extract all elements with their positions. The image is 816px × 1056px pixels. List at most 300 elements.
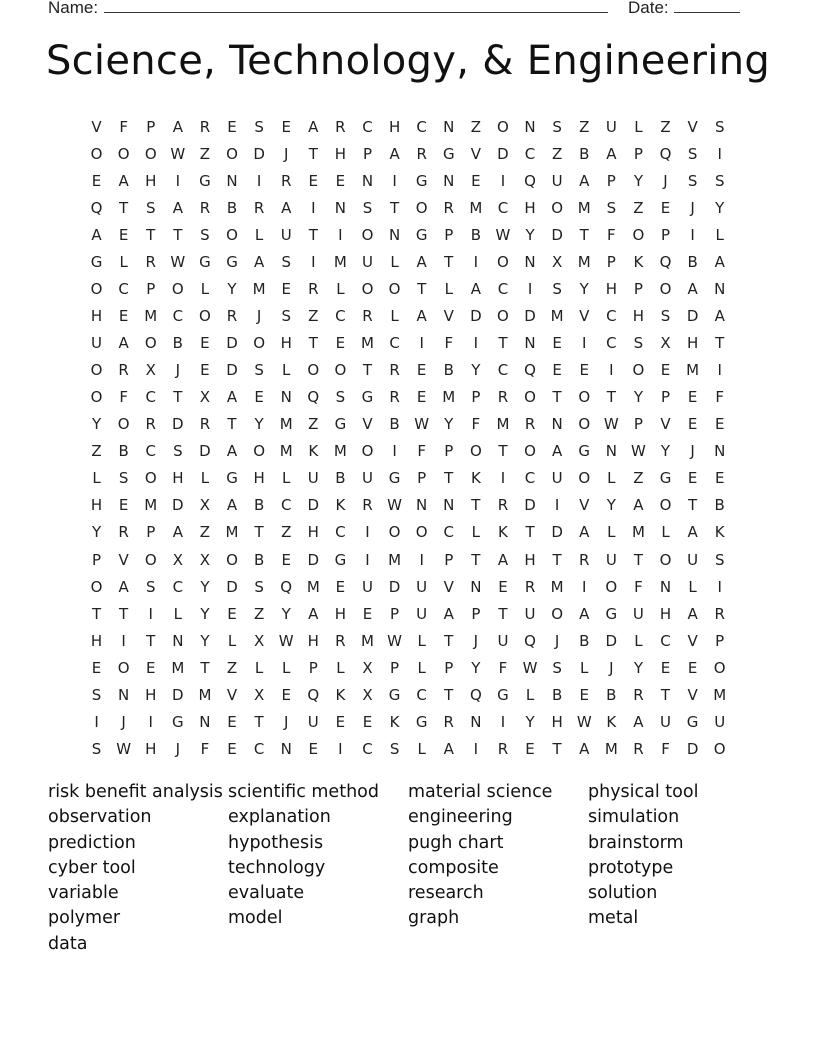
grid-letter[interactable]: U [91,334,103,353]
grid-letter[interactable]: M [198,685,212,704]
grid-letter[interactable]: E [200,334,210,353]
grid-letter[interactable]: R [443,198,454,217]
grid-letter[interactable]: R [118,361,129,380]
grid-letter[interactable]: C [497,198,509,217]
grid-letter[interactable]: A [416,306,427,325]
grid-letter[interactable]: R [497,388,509,407]
grid-letter[interactable]: F [444,334,454,353]
grid-letter[interactable]: A [579,171,590,190]
grid-letter[interactable]: D [226,577,238,596]
grid-letter[interactable]: E [362,712,373,731]
grid-letter[interactable]: T [498,442,508,461]
grid-letter[interactable]: O [497,117,509,136]
grid-letter[interactable]: R [145,252,156,271]
grid-letter[interactable]: W [522,658,538,677]
grid-letter[interactable]: N [388,225,401,244]
grid-letter[interactable]: R [416,144,427,163]
grid-letter[interactable]: L [607,523,616,542]
grid-letter[interactable]: G [334,550,347,569]
grid-letter[interactable]: T [498,334,508,353]
grid-letter[interactable]: T [552,388,562,407]
grid-letter[interactable]: N [524,252,536,271]
grid-letter[interactable]: Q [524,361,536,380]
grid-letter[interactable]: J [473,631,479,650]
grid-letter[interactable]: C [118,279,129,298]
grid-letter[interactable]: E [227,117,237,136]
grid-letter[interactable]: H [172,469,184,488]
grid-letter[interactable]: U [361,469,373,488]
grid-letter[interactable]: V [579,496,590,515]
grid-letter[interactable]: B [118,442,129,461]
grid-letter[interactable]: I [311,252,316,271]
grid-letter[interactable]: W [278,631,294,650]
grid-letter[interactable]: S [173,442,183,461]
grid-letter[interactable]: D [551,523,563,542]
grid-letter[interactable]: L [471,523,481,542]
grid-letter[interactable]: N [361,171,374,190]
grid-letter[interactable]: Q [659,144,672,163]
grid-letter[interactable]: H [524,550,536,569]
grid-letter[interactable]: H [686,334,699,353]
grid-letter[interactable]: B [470,225,481,244]
grid-letter[interactable]: M [469,198,483,217]
grid-letter[interactable]: G [578,442,591,461]
grid-letter[interactable]: S [91,685,102,704]
grid-letter[interactable]: S [118,469,129,488]
grid-letter[interactable]: I [311,198,316,217]
grid-letter[interactable]: E [145,658,156,677]
grid-letter[interactable]: G [415,712,428,731]
grid-letter[interactable]: O [90,577,103,596]
grid-letter[interactable]: K [633,252,644,271]
grid-letter[interactable]: O [226,550,238,569]
grid-letter[interactable]: X [199,496,211,515]
grid-letter[interactable]: L [417,739,426,758]
grid-letter[interactable]: O [659,496,672,515]
grid-letter[interactable]: G [497,685,509,704]
grid-letter[interactable]: M [496,415,510,434]
grid-letter[interactable]: D [226,334,238,353]
grid-letter[interactable]: O [90,388,103,407]
grid-letter[interactable]: O [524,388,536,407]
grid-letter[interactable]: M [252,279,266,298]
grid-letter[interactable]: O [659,279,672,298]
grid-letter[interactable]: Z [552,144,563,163]
grid-letter[interactable]: R [226,306,238,325]
grid-letter[interactable]: N [605,442,617,461]
grid-letter[interactable]: O [90,279,103,298]
grid-letter[interactable]: G [361,388,374,407]
grid-letter[interactable]: C [362,739,373,758]
grid-letter[interactable]: L [580,658,589,677]
grid-letter[interactable]: A [253,252,265,271]
grid-letter[interactable]: H [145,171,157,190]
grid-letter[interactable]: Y [606,496,616,515]
grid-letter[interactable]: M [279,415,293,434]
grid-letter[interactable]: M [577,252,591,271]
grid-letter[interactable]: A [118,334,129,353]
grid-letter[interactable]: T [444,685,454,704]
grid-letter[interactable]: G [90,252,103,271]
grid-letter[interactable]: H [334,144,347,163]
grid-letter[interactable]: L [390,252,399,271]
grid-letter[interactable]: O [524,442,536,461]
grid-letter[interactable]: M [442,388,456,407]
grid-letter[interactable]: E [281,117,291,136]
grid-letter[interactable]: U [551,171,563,190]
grid-letter[interactable]: E [660,361,671,380]
grid-letter[interactable]: O [90,144,103,163]
grid-letter[interactable]: N [470,712,482,731]
grid-letter[interactable]: N [659,577,672,596]
grid-letter[interactable]: W [116,739,132,758]
grid-letter[interactable]: I [419,334,424,353]
grid-letter[interactable]: G [334,415,347,434]
grid-letter[interactable]: R [443,712,454,731]
grid-letter[interactable]: C [606,334,617,353]
grid-letter[interactable]: P [444,442,454,461]
grid-letter[interactable]: O [605,577,618,596]
grid-letter[interactable]: A [226,388,238,407]
grid-letter[interactable]: T [308,334,318,353]
grid-letter[interactable]: A [687,523,698,542]
grid-letter[interactable]: K [606,712,617,731]
grid-letter[interactable]: J [690,198,695,217]
grid-letter[interactable]: E [281,550,291,569]
grid-letter[interactable]: E [416,361,427,380]
grid-letter[interactable]: L [634,631,643,650]
grid-letter[interactable]: W [495,225,511,244]
grid-letter[interactable]: R [253,198,265,217]
grid-letter[interactable]: E [308,171,319,190]
grid-letter[interactable]: O [469,442,482,461]
grid-letter[interactable]: O [551,198,564,217]
grid-letter[interactable]: N [416,496,428,515]
grid-letter[interactable]: E [281,685,291,704]
grid-letter[interactable]: G [659,469,672,488]
grid-letter[interactable]: N [280,388,292,407]
grid-letter[interactable]: A [172,198,183,217]
grid-letter[interactable]: Z [253,604,265,623]
grid-letter[interactable]: E [362,604,373,623]
grid-letter[interactable]: R [579,550,590,569]
grid-letter[interactable]: I [690,225,695,244]
grid-letter[interactable]: E [118,496,129,515]
grid-letter[interactable]: K [389,712,400,731]
grid-letter[interactable]: W [603,415,619,434]
grid-letter[interactable]: T [606,388,616,407]
grid-letter[interactable]: H [145,685,157,704]
grid-letter[interactable]: V [660,415,671,434]
grid-letter[interactable]: I [338,225,343,244]
grid-letter[interactable]: B [606,685,617,704]
grid-letter[interactable]: I [582,577,587,596]
grid-letter[interactable]: C [606,306,617,325]
grid-letter[interactable]: L [607,469,616,488]
grid-letter[interactable]: A [118,577,129,596]
grid-letter[interactable]: C [389,334,400,353]
grid-letter[interactable]: J [283,144,289,163]
grid-letter[interactable]: G [199,171,211,190]
grid-letter[interactable]: D [524,496,536,515]
grid-letter[interactable]: I [500,712,506,731]
grid-letter[interactable]: D [172,415,184,434]
grid-letter[interactable]: A [633,496,644,515]
grid-letter[interactable]: L [200,279,210,298]
grid-letter[interactable]: U [416,577,428,596]
grid-letter[interactable]: Y [660,442,671,461]
grid-letter[interactable]: C [335,523,346,542]
grid-letter[interactable]: E [687,388,698,407]
grid-letter[interactable]: O [117,144,130,163]
grid-letter[interactable]: D [307,550,320,569]
grid-letter[interactable]: M [713,685,727,704]
grid-letter[interactable]: Q [90,198,103,217]
grid-letter[interactable]: S [254,117,264,136]
grid-letter[interactable]: P [390,604,400,623]
grid-letter[interactable]: Y [633,171,643,190]
grid-letter[interactable]: Y [579,279,589,298]
grid-letter[interactable]: H [280,334,292,353]
grid-letter[interactable]: Y [200,577,210,596]
grid-letter[interactable]: P [633,144,643,163]
grid-letter[interactable]: A [416,252,427,271]
grid-letter[interactable]: A [552,442,563,461]
grid-letter[interactable]: C [362,117,373,136]
grid-letter[interactable]: P [146,523,156,542]
grid-letter[interactable]: Y [281,604,291,623]
grid-letter[interactable]: U [632,604,644,623]
grid-letter[interactable]: L [444,279,453,298]
grid-letter[interactable]: T [254,712,264,731]
grid-letter[interactable]: E [308,739,319,758]
grid-letter[interactable]: U [307,469,319,488]
grid-letter[interactable]: S [281,252,291,271]
grid-letter[interactable]: K [714,523,725,542]
grid-letter[interactable]: W [170,252,186,271]
grid-letter[interactable]: M [550,306,564,325]
grid-letter[interactable]: S [552,279,562,298]
grid-letter[interactable]: O [144,550,157,569]
grid-letter[interactable]: X [172,550,183,569]
grid-letter[interactable]: Q [307,685,320,704]
grid-letter[interactable]: A [281,198,292,217]
grid-letter[interactable]: Y [200,604,210,623]
grid-letter[interactable]: D [199,442,211,461]
grid-letter[interactable]: R [199,415,211,434]
grid-letter[interactable]: L [336,279,345,298]
grid-letter[interactable]: N [443,496,455,515]
grid-letter[interactable]: B [253,496,265,515]
grid-letter[interactable]: W [387,631,402,650]
grid-letter[interactable]: Z [308,306,319,325]
grid-letter[interactable]: L [254,658,264,677]
grid-letter[interactable]: A [714,252,725,271]
grid-letter[interactable]: D [686,306,699,325]
grid-letter[interactable]: Z [226,658,238,677]
grid-letter[interactable]: V [687,685,698,704]
grid-letter[interactable]: P [715,631,725,650]
grid-letter[interactable]: U [605,117,617,136]
grid-letter[interactable]: R [199,198,211,217]
grid-letter[interactable]: Y [91,415,102,434]
grid-letter[interactable]: M [686,361,700,380]
grid-letter[interactable]: O [144,144,157,163]
grid-letter[interactable]: Z [91,442,102,461]
grid-letter[interactable]: R [389,361,400,380]
grid-letter[interactable]: F [471,415,481,434]
grid-letter[interactable]: R [633,739,644,758]
grid-letter[interactable]: H [307,631,319,650]
grid-letter[interactable]: O [361,225,374,244]
grid-letter[interactable]: C [660,631,671,650]
grid-letter[interactable]: S [660,306,671,325]
grid-letter[interactable]: D [524,306,536,325]
grid-letter[interactable]: T [417,279,427,298]
grid-letter[interactable]: L [390,306,399,325]
grid-letter[interactable]: E [281,279,291,298]
grid-letter[interactable]: N [226,171,238,190]
grid-letter[interactable]: P [471,604,481,623]
grid-letter[interactable]: L [282,361,291,380]
grid-letter[interactable]: A [633,712,644,731]
grid-letter[interactable]: T [498,604,508,623]
grid-letter[interactable]: R [280,171,292,190]
grid-letter[interactable]: O [361,279,374,298]
grid-letter[interactable]: N [714,279,726,298]
grid-letter[interactable]: M [306,577,320,596]
grid-letter[interactable]: J [690,442,695,461]
grid-letter[interactable]: B [579,631,590,650]
grid-letter[interactable]: L [254,225,264,244]
grid-letter[interactable]: S [335,388,346,407]
grid-letter[interactable]: F [498,658,508,677]
grid-letter[interactable]: E [335,334,346,353]
grid-letter[interactable]: L [715,225,724,244]
grid-letter[interactable]: V [470,144,481,163]
grid-letter[interactable]: H [90,631,103,650]
grid-letter[interactable]: X [552,252,563,271]
grid-letter[interactable]: J [609,658,614,677]
grid-letter[interactable]: M [550,577,564,596]
grid-letter[interactable]: E [579,361,589,380]
grid-letter[interactable]: Q [469,685,482,704]
grid-letter[interactable]: A [579,739,590,758]
grid-letter[interactable]: E [498,577,508,596]
grid-letter[interactable]: M [279,442,293,461]
grid-letter[interactable]: S [714,171,725,190]
grid-letter[interactable]: O [117,658,130,677]
grid-letter[interactable]: T [254,523,264,542]
grid-letter[interactable]: A [579,604,590,623]
grid-letter[interactable]: X [199,550,211,569]
grid-letter[interactable]: V [118,550,129,569]
grid-letter[interactable]: F [200,739,210,758]
grid-letter[interactable]: P [633,415,643,434]
grid-letter[interactable]: O [659,550,672,569]
grid-letter[interactable]: L [336,658,345,677]
grid-letter[interactable]: U [524,604,536,623]
grid-letter[interactable]: F [119,388,128,407]
grid-letter[interactable]: O [90,361,103,380]
grid-letter[interactable]: R [308,279,319,298]
grid-letter[interactable]: D [172,685,184,704]
grid-letter[interactable]: O [334,361,347,380]
grid-letter[interactable]: O [253,442,266,461]
grid-letter[interactable]: N [443,117,455,136]
grid-letter[interactable]: R [524,577,536,596]
grid-letter[interactable]: Y [254,415,264,434]
grid-letter[interactable]: H [334,604,347,623]
grid-letter[interactable]: P [308,658,318,677]
grid-letter[interactable]: C [443,523,454,542]
grid-letter[interactable]: X [145,361,156,380]
grid-letter[interactable]: Y [633,658,643,677]
grid-letter[interactable]: A [579,523,590,542]
grid-letter[interactable]: O [578,388,591,407]
grid-letter[interactable]: H [388,117,401,136]
grid-letter[interactable]: O [551,604,564,623]
grid-letter[interactable]: D [172,496,184,515]
grid-letter[interactable]: A [606,144,617,163]
grid-letter[interactable]: C [172,306,184,325]
grid-letter[interactable]: P [146,117,156,136]
grid-letter[interactable]: U [361,577,373,596]
grid-letter[interactable]: V [362,415,373,434]
grid-letter[interactable]: U [361,252,373,271]
grid-letter[interactable]: U [551,469,563,488]
grid-letter[interactable]: C [524,469,536,488]
grid-letter[interactable]: Z [308,415,319,434]
grid-letter[interactable]: D [551,225,563,244]
grid-letter[interactable]: P [471,388,481,407]
grid-letter[interactable]: D [686,739,699,758]
grid-letter[interactable]: G [199,252,211,271]
grid-letter[interactable]: I [392,442,397,461]
grid-letter[interactable]: U [714,712,726,731]
grid-letter[interactable]: P [444,658,454,677]
grid-letter[interactable]: E [118,306,129,325]
grid-letter[interactable]: T [660,685,671,704]
grid-letter[interactable]: Z [660,117,671,136]
grid-letter[interactable]: W [631,442,646,461]
grid-letter[interactable]: N [334,198,346,217]
grid-letter[interactable]: T [525,523,535,542]
grid-letter[interactable]: H [524,198,536,217]
grid-letter[interactable]: E [687,469,698,488]
grid-letter[interactable]: G [226,469,238,488]
grid-letter[interactable]: O [388,279,401,298]
grid-letter[interactable]: A [687,279,698,298]
grid-letter[interactable]: U [660,712,671,731]
grid-letter[interactable]: E [118,225,129,244]
grid-letter[interactable]: T [146,225,156,244]
grid-letter[interactable]: E [552,334,562,353]
grid-letter[interactable]: T [227,415,237,434]
grid-letter[interactable]: D [497,144,509,163]
grid-letter[interactable]: R [524,415,536,434]
grid-letter[interactable]: A [389,144,400,163]
grid-letter[interactable]: Z [470,117,481,136]
grid-letter[interactable]: G [442,144,455,163]
grid-letter[interactable]: Y [633,388,643,407]
grid-letter[interactable]: W [576,712,592,731]
grid-letter[interactable]: T [389,198,400,217]
grid-letter[interactable]: M [333,442,347,461]
grid-letter[interactable]: K [308,442,319,461]
grid-letter[interactable]: T [444,469,454,488]
grid-letter[interactable]: I [554,496,560,515]
